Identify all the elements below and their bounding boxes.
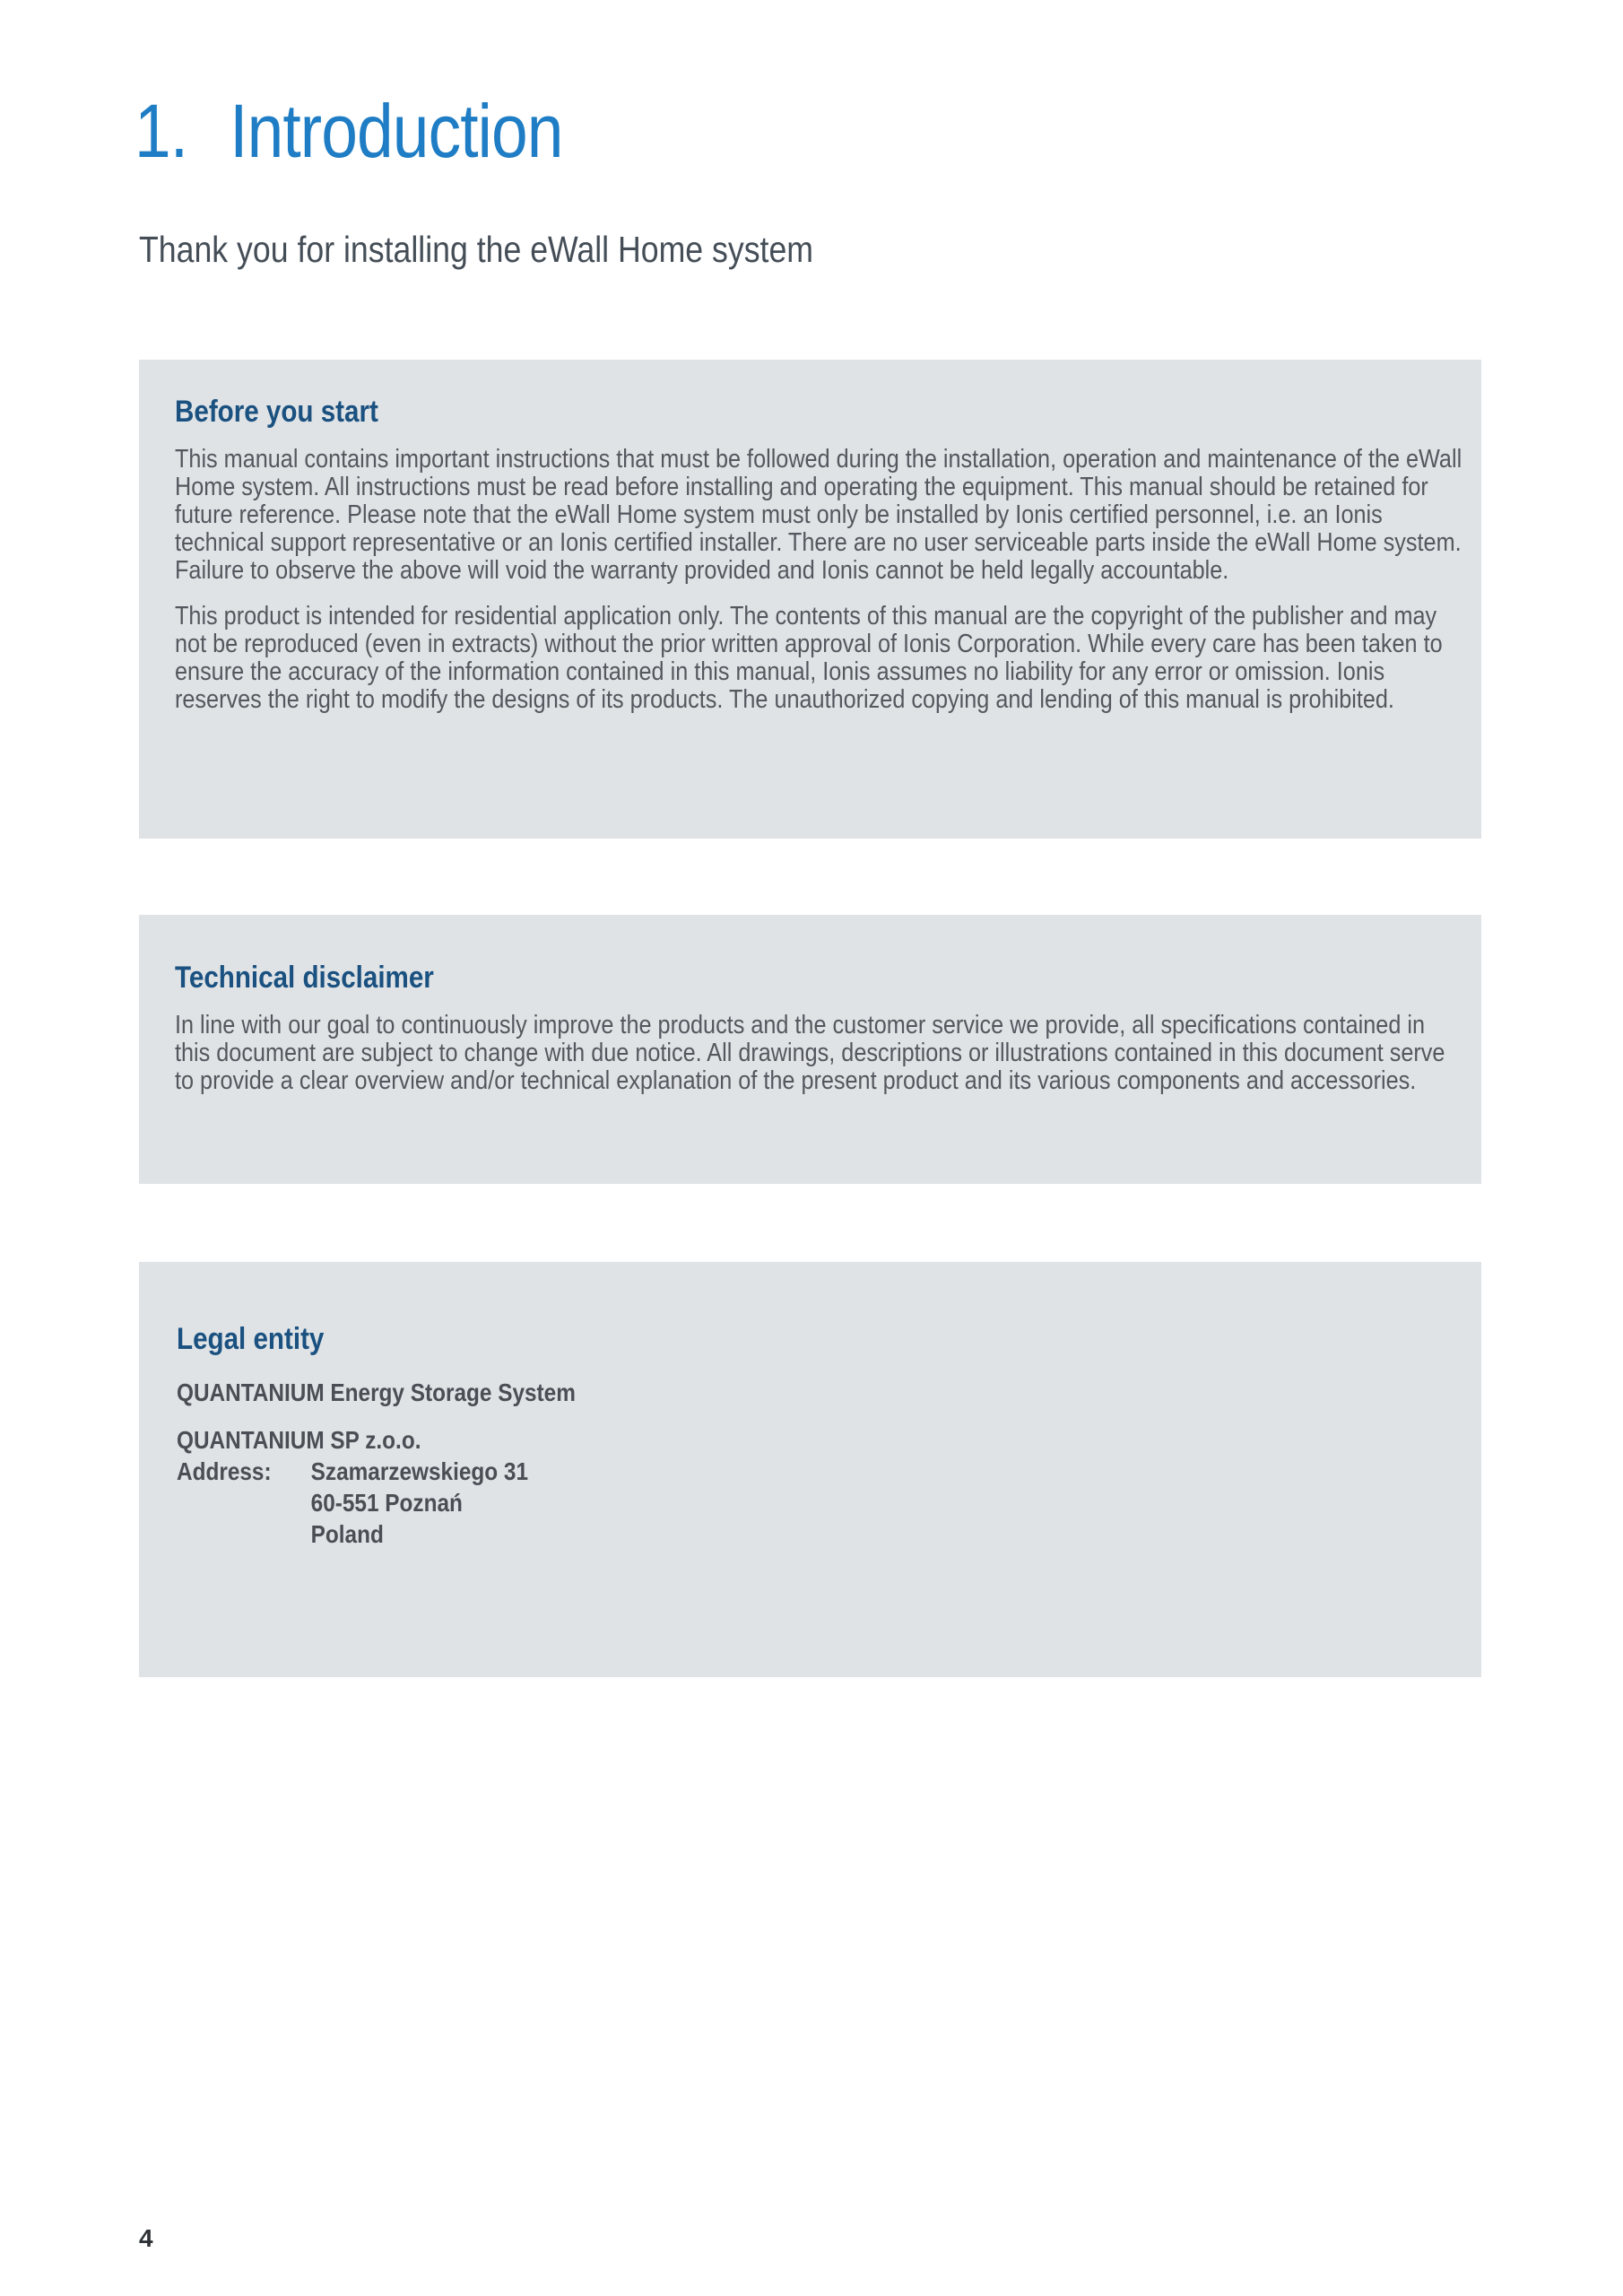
legal-address-row bbox=[177, 1456, 1312, 1487]
legal-address-line-1: Szamarzewskiego 31 bbox=[310, 1457, 529, 1485]
page-subtitle: Thank you for installing the eWall Home system bbox=[139, 229, 814, 270]
legal-address-label: Address: bbox=[177, 1457, 272, 1485]
legal-address-line-3: Poland bbox=[310, 1520, 384, 1548]
legal-address-line-2: 60-551 Poznań bbox=[310, 1489, 463, 1517]
page-title bbox=[135, 86, 563, 176]
legal-address-row bbox=[177, 1487, 1312, 1518]
section-before-you-start bbox=[139, 360, 1481, 839]
legal-product-name: QUANTANIUM Energy Storage System bbox=[177, 1378, 576, 1406]
before-you-start-paragraph-2: This product is intended for residential application only. The contents of this manual are the copyright of the publisher and may not be reproduced (even in extracts) without the prior written approval of Ionis Corporation. While every care has been taken to ensure the accuracy of the information contained in this manual, Ionis assumes no liability for any error or omission. Ionis reserves the right to modify the designs of its products. The unauthorized copying and lending of this manual is prohibited. bbox=[175, 602, 1443, 714]
page-number: 4 bbox=[139, 2224, 153, 2252]
legal-address-row bbox=[177, 1518, 1312, 1550]
before-you-start-paragraph-1: This manual contains important instructions that must be followed during the installation, operation and maintenance of the eWall Home system. All instructions must be read before installing and operating the equipment. This manual should be retained for future reference. Please note that the eWall Home system must only be installed by Ionis certified personnel, i.e. an Ionis technical support representative or an Ionis certified installer. There are no user serviceable parts inside the eWall Home system. Failure to observe the above will void the warranty provided and Ionis cannot be held legally accountable. bbox=[175, 445, 1462, 585]
technical-disclaimer-heading: Technical disclaimer bbox=[175, 961, 434, 995]
legal-company-name: QUANTANIUM SP z.o.o. bbox=[177, 1426, 421, 1454]
section-legal-entity bbox=[139, 1262, 1481, 1677]
before-you-start-heading: Before you start bbox=[175, 395, 378, 429]
page-title-number: 1. bbox=[135, 89, 188, 173]
page-title-text: Introduction bbox=[230, 89, 563, 173]
legal-entity-heading: Legal entity bbox=[177, 1322, 325, 1356]
section-technical-disclaimer bbox=[139, 915, 1481, 1184]
technical-disclaimer-paragraph: In line with our goal to continuously improve the products and the customer service we provide, all specifications contained in this document are subject to change with due notice. All drawings, descriptions or illustrations contained in this document serve to provide a clear overview and/or technical explanation of the present product and its various components and accessories. bbox=[175, 1011, 1445, 1095]
